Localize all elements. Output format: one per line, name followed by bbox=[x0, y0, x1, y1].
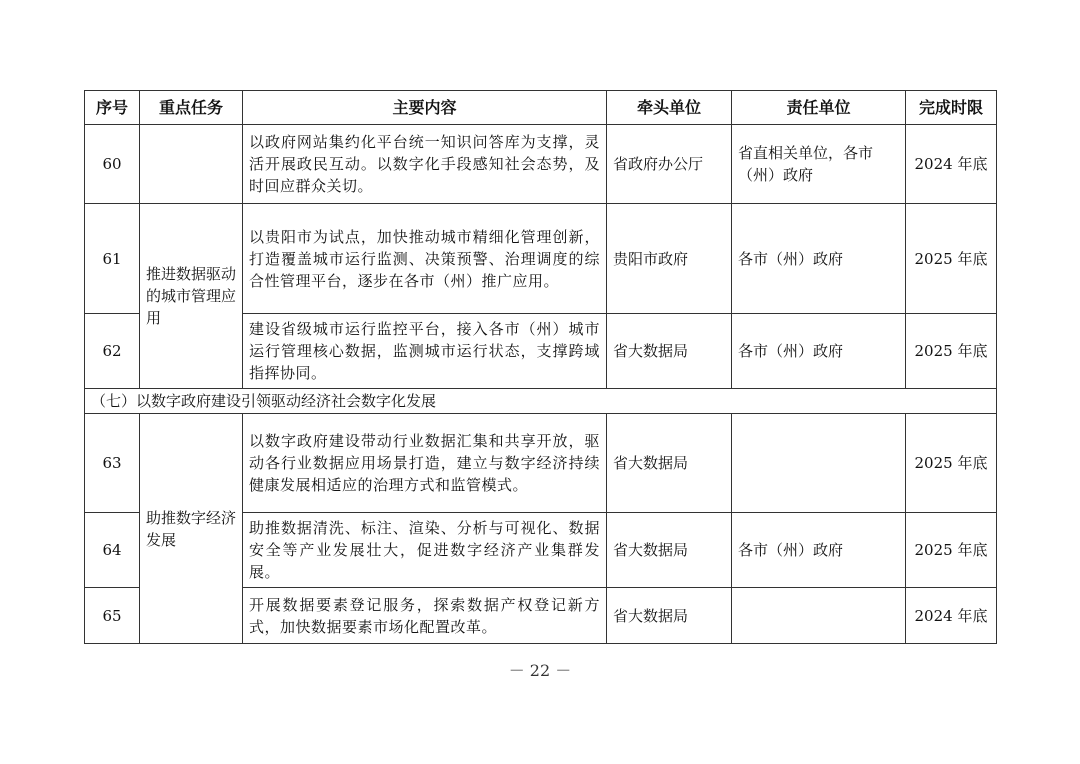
resp-cell bbox=[732, 588, 906, 644]
task-cell bbox=[140, 125, 243, 204]
deadline-cell: 2025 年底 bbox=[906, 204, 997, 314]
table-row bbox=[85, 125, 997, 204]
header-resp: 责任单位 bbox=[732, 91, 906, 125]
task-cell: 助推数字经济发展 bbox=[140, 414, 243, 644]
resp-cell bbox=[732, 414, 906, 513]
header-lead: 牵头单位 bbox=[607, 91, 732, 125]
content-cell: 以贵阳市为试点，加快推动城市精细化管理创新，打造覆盖城市运行监测、决策预警、治理调度的综合性管理平台，逐步在各市（州）推广应用。 bbox=[243, 204, 607, 314]
lead-cell: 省大数据局 bbox=[607, 513, 732, 588]
lead-cell: 省大数据局 bbox=[607, 414, 732, 513]
resp-cell: 各市（州）政府 bbox=[732, 204, 906, 314]
resp-cell: 各市（州）政府 bbox=[732, 314, 906, 389]
content-cell: 以政府网站集约化平台统一知识问答库为支撑，灵活开展政民互动。以数字化手段感知社会态势，及时回应群众关切。 bbox=[243, 125, 607, 204]
content-cell: 建设省级城市运行监控平台，接入各市（州）城市运行管理核心数据，监测城市运行状态，支撑跨域指挥协同。 bbox=[243, 314, 607, 389]
content-cell: 以数字政府建设带动行业数据汇集和共享开放，驱动各行业数据应用场景打造，建立与数字经济持续健康发展相适应的治理方式和监管模式。 bbox=[243, 414, 607, 513]
section-title: （七）以数字政府建设引领驱动经济社会数字化发展 bbox=[85, 389, 997, 414]
seq-cell: 63 bbox=[85, 414, 140, 513]
table-row bbox=[85, 204, 997, 314]
header-seq: 序号 bbox=[85, 91, 140, 125]
task-table bbox=[84, 90, 997, 644]
table-header-row bbox=[85, 91, 997, 125]
page-number: － 22 － bbox=[508, 661, 572, 680]
lead-cell: 省大数据局 bbox=[607, 588, 732, 644]
seq-cell: 60 bbox=[85, 125, 140, 204]
seq-cell: 62 bbox=[85, 314, 140, 389]
header-content: 主要内容 bbox=[243, 91, 607, 125]
deadline-cell: 2025 年底 bbox=[906, 513, 997, 588]
resp-cell: 省直相关单位，各市（州）政府 bbox=[732, 125, 906, 204]
header-deadline: 完成时限 bbox=[906, 91, 997, 125]
header-task: 重点任务 bbox=[140, 91, 243, 125]
lead-cell: 贵阳市政府 bbox=[607, 204, 732, 314]
deadline-cell: 2025 年底 bbox=[906, 414, 997, 513]
resp-cell: 各市（州）政府 bbox=[732, 513, 906, 588]
lead-cell: 省大数据局 bbox=[607, 314, 732, 389]
deadline-cell: 2024 年底 bbox=[906, 588, 997, 644]
seq-cell: 64 bbox=[85, 513, 140, 588]
deadline-cell: 2025 年底 bbox=[906, 314, 997, 389]
task-cell: 推进数据驱动的城市管理应用 bbox=[140, 204, 243, 389]
lead-cell: 省政府办公厅 bbox=[607, 125, 732, 204]
seq-cell: 65 bbox=[85, 588, 140, 644]
seq-cell: 61 bbox=[85, 204, 140, 314]
content-cell: 开展数据要素登记服务，探索数据产权登记新方式，加快数据要素市场化配置改革。 bbox=[243, 588, 607, 644]
deadline-cell: 2024 年底 bbox=[906, 125, 997, 204]
table-row bbox=[85, 414, 997, 513]
section-row bbox=[85, 389, 997, 414]
content-cell: 助推数据清洗、标注、渲染、分析与可视化、数据安全等产业发展壮大，促进数字经济产业集群发展。 bbox=[243, 513, 607, 588]
